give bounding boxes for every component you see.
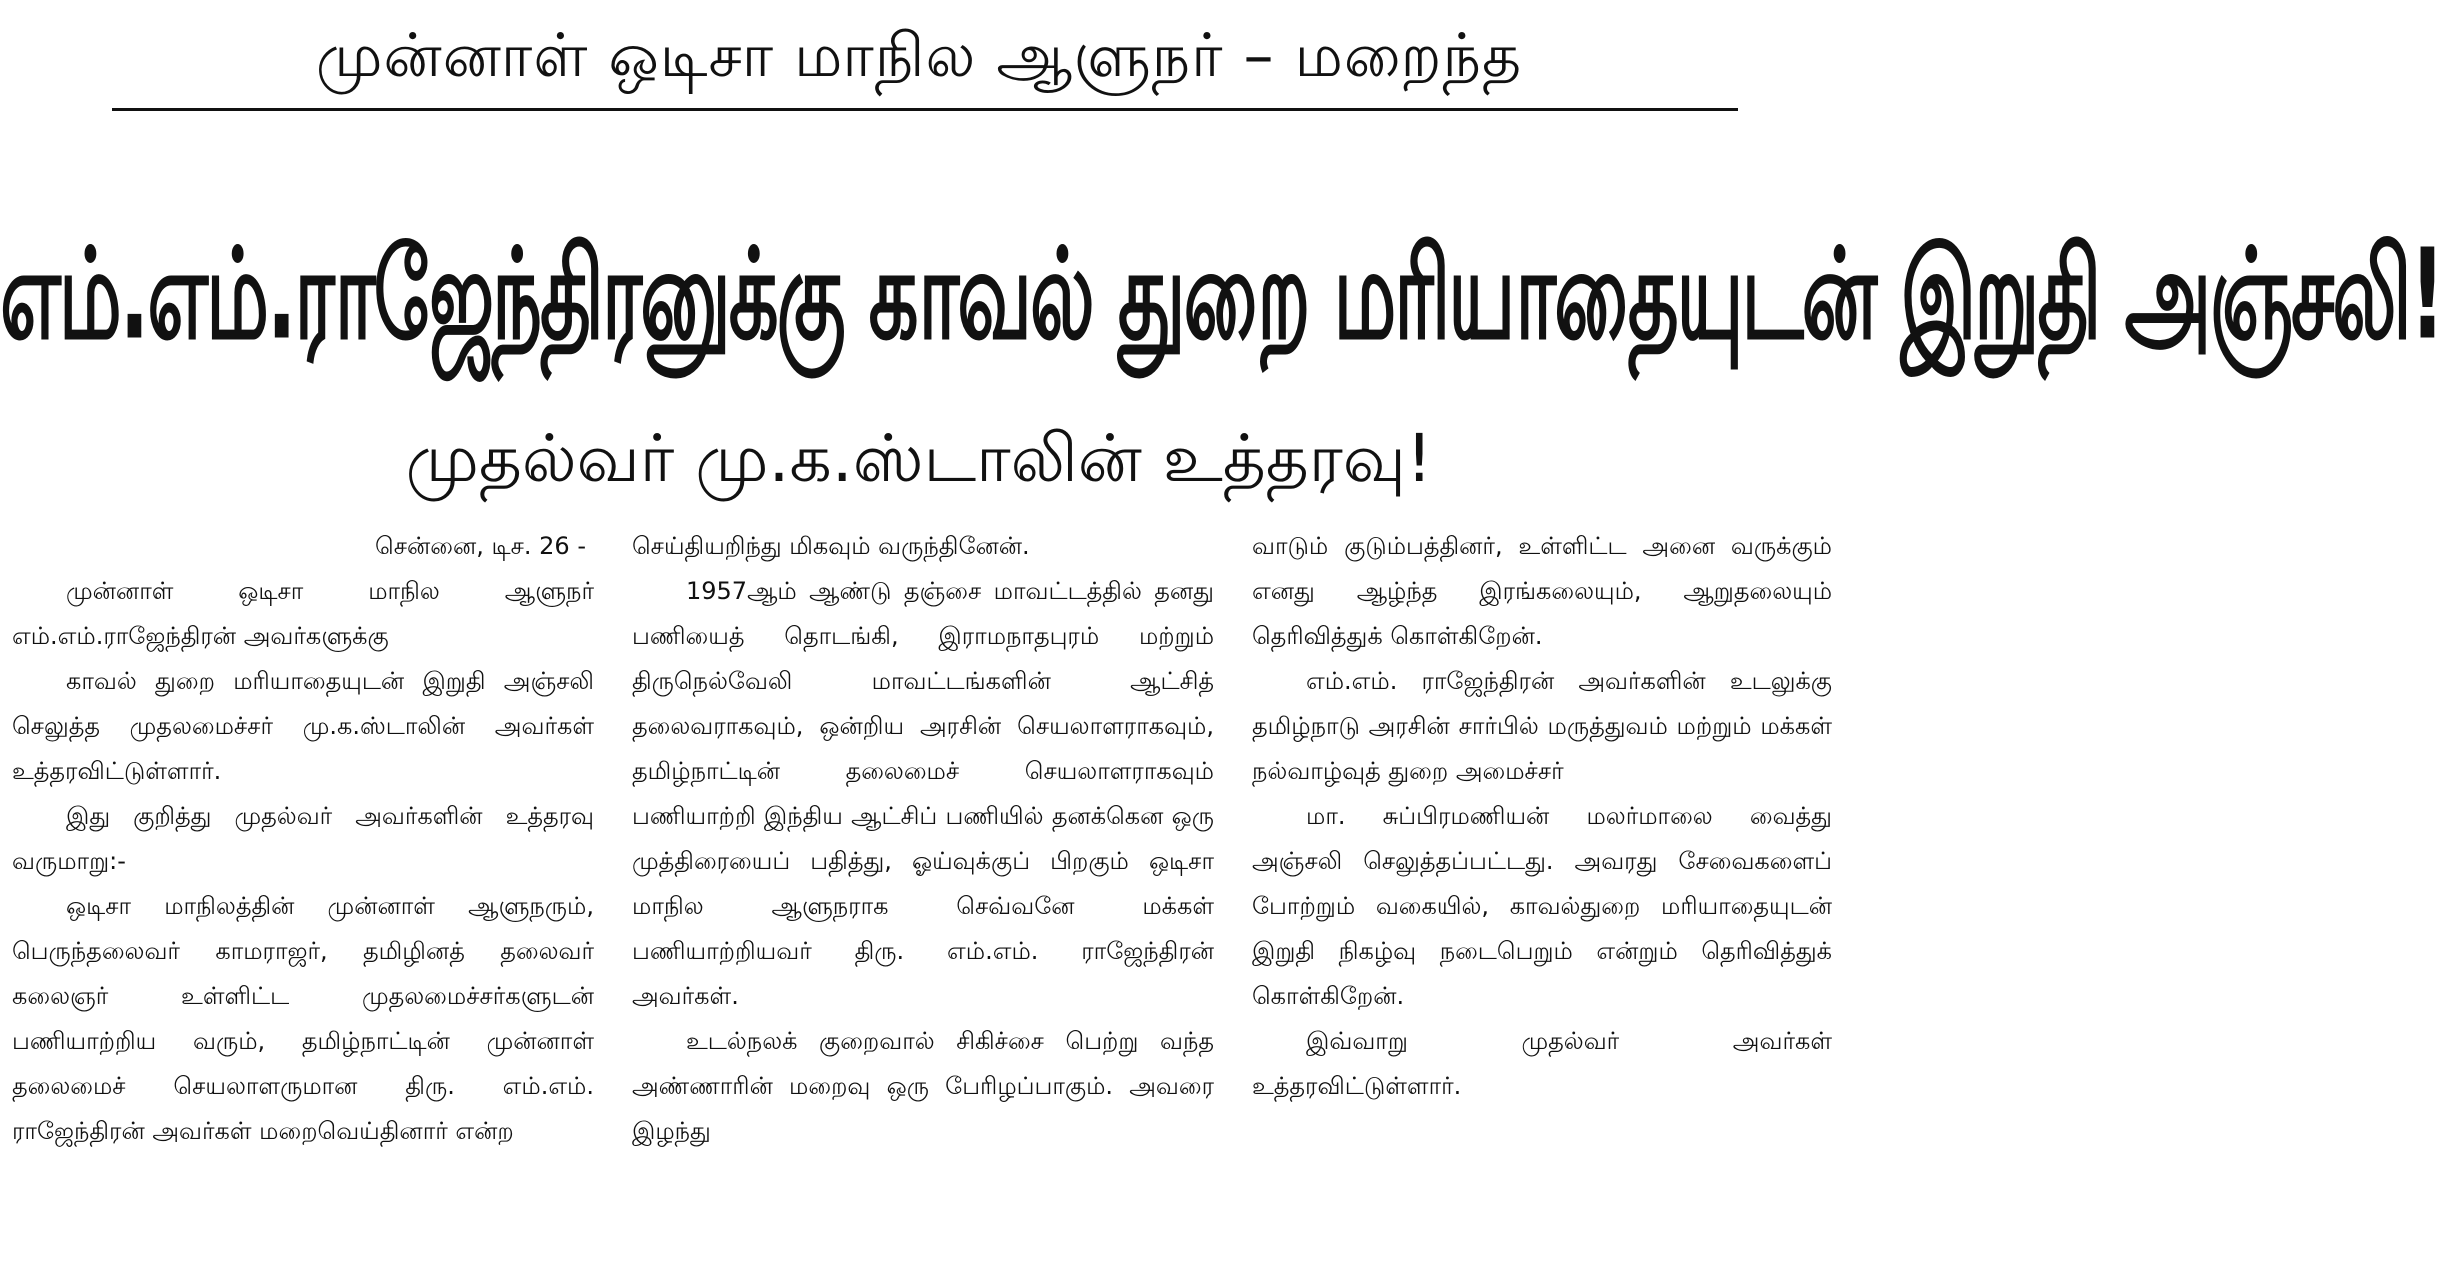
article-paragraph: எம்.எம். ராஜேந்திரன் அவர்களின் உடலுக்கு தமிழ்நாடு அரசின் சார்பில் மருத்துவம் மற்றும் மக்கள் நல்வாழ்வுத் துறை அமைச்சர் (1252, 667, 1832, 785)
article-paragraph: இது குறித்து முதல்வர் அவர்களின் உத்தரவு வருமாறு:- (12, 802, 594, 875)
sub-headline: முதல்வர் மு.க.ஸ்டாலின் உத்தரவு! (405, 420, 1433, 497)
article-paragraph: இவ்வாறு முதல்வர் அவர்கள் உத்தரவிட்டுள்ளார். (1252, 1027, 1832, 1100)
article-paragraph: ஒடிசா மாநிலத்தின் முன்னாள் ஆளுநரும், பெருந்தலைவர் காமராஜர், தமிழினத் தலைவர் கலைஞர் உள்ளிட்ட முதலமைச்சர்களுடன் பணியாற்றிய வரும், தமிழ்நாட்டின் முன்னாள் தலைமைச் செயலாளருமான திரு. எம்.எம். ராஜேந்திரன் அவர்கள் மறைவெய்தினார் என்ற (12, 892, 594, 1145)
article-column-2 (632, 524, 1214, 1264)
dateline: சென்னை, டிச. 26 - (375, 532, 586, 560)
kicker-rule (112, 108, 1738, 111)
article-column-3 (1252, 524, 1832, 1264)
article-column-1 (12, 524, 594, 1264)
article-paragraph: முன்னாள் ஒடிசா மாநில ஆளுநர் எம்.எம்.ராஜேந்திரன் அவர்களுக்கு (12, 577, 594, 650)
article-paragraph: செய்தியறிந்து மிகவும் வருந்தினேன். (632, 532, 1030, 560)
article-paragraph: வாடும் குடும்பத்தினர், உள்ளிட்ட அனை வருக்கும் எனது ஆழ்ந்த இரங்கலையும், ஆறுதலையும் தெரிவித்துக் கொள்கிறேன். (1252, 532, 1832, 650)
main-headline: எம்.எம்.ராஜேந்திரனுக்கு காவல் துறை மரியாதையுடன் இறுதி அஞ்சலி! (0, 224, 2443, 368)
kicker-headline: முன்னாள் ஒடிசா மாநில ஆளுநர் – மறைந்த (315, 21, 1523, 91)
article-paragraph: உடல்நலக் குறைவால் சிகிச்சை பெற்று வந்த அண்ணாரின் மறைவு ஒரு பேரிழப்பாகும். அவரை இழந்து (632, 1027, 1214, 1145)
article-paragraph: மா. சுப்பிரமணியன் மலர்மாலை வைத்து அஞ்சலி செலுத்தப்பட்டது. அவரது சேவைகளைப் போற்றும் வகையில், காவல்துறை மரியாதையுடன் இறுதி நிகழ்வு நடைபெறும் என்றும் தெரிவித்துக் கொள்கிறேன். (1252, 802, 1832, 1010)
article-paragraph: காவல் துறை மரியாதையுடன் இறுதி அஞ்சலி செலுத்த முதலமைச்சர் மு.க.ஸ்டாலின் அவர்கள் உத்தரவிட்டுள்ளார். (12, 667, 594, 785)
article-paragraph: 1957ஆம் ஆண்டு தஞ்சை மாவட்டத்தில் தனது பணியைத் தொடங்கி, இராமநாதபுரம் மற்றும் திருநெல்வேலி மாவட்டங்களின் ஆட்சித் தலைவராகவும், ஒன்றிய அரசின் செயலாளராகவும், தமிழ்நாட்டின் தலைமைச் செயலாளராகவும் பணியாற்றி இந்திய ஆட்சிப் பணியில் தனக்கென ஒரு முத்திரையைப் பதித்து, ஓய்வுக்குப் பிறகும் ஒடிசா மாநில ஆளுநராக செவ்வனே மக்கள் பணியாற்றியவர் திரு. எம்.எம். ராஜேந்திரன் அவர்கள். (632, 577, 1214, 1010)
